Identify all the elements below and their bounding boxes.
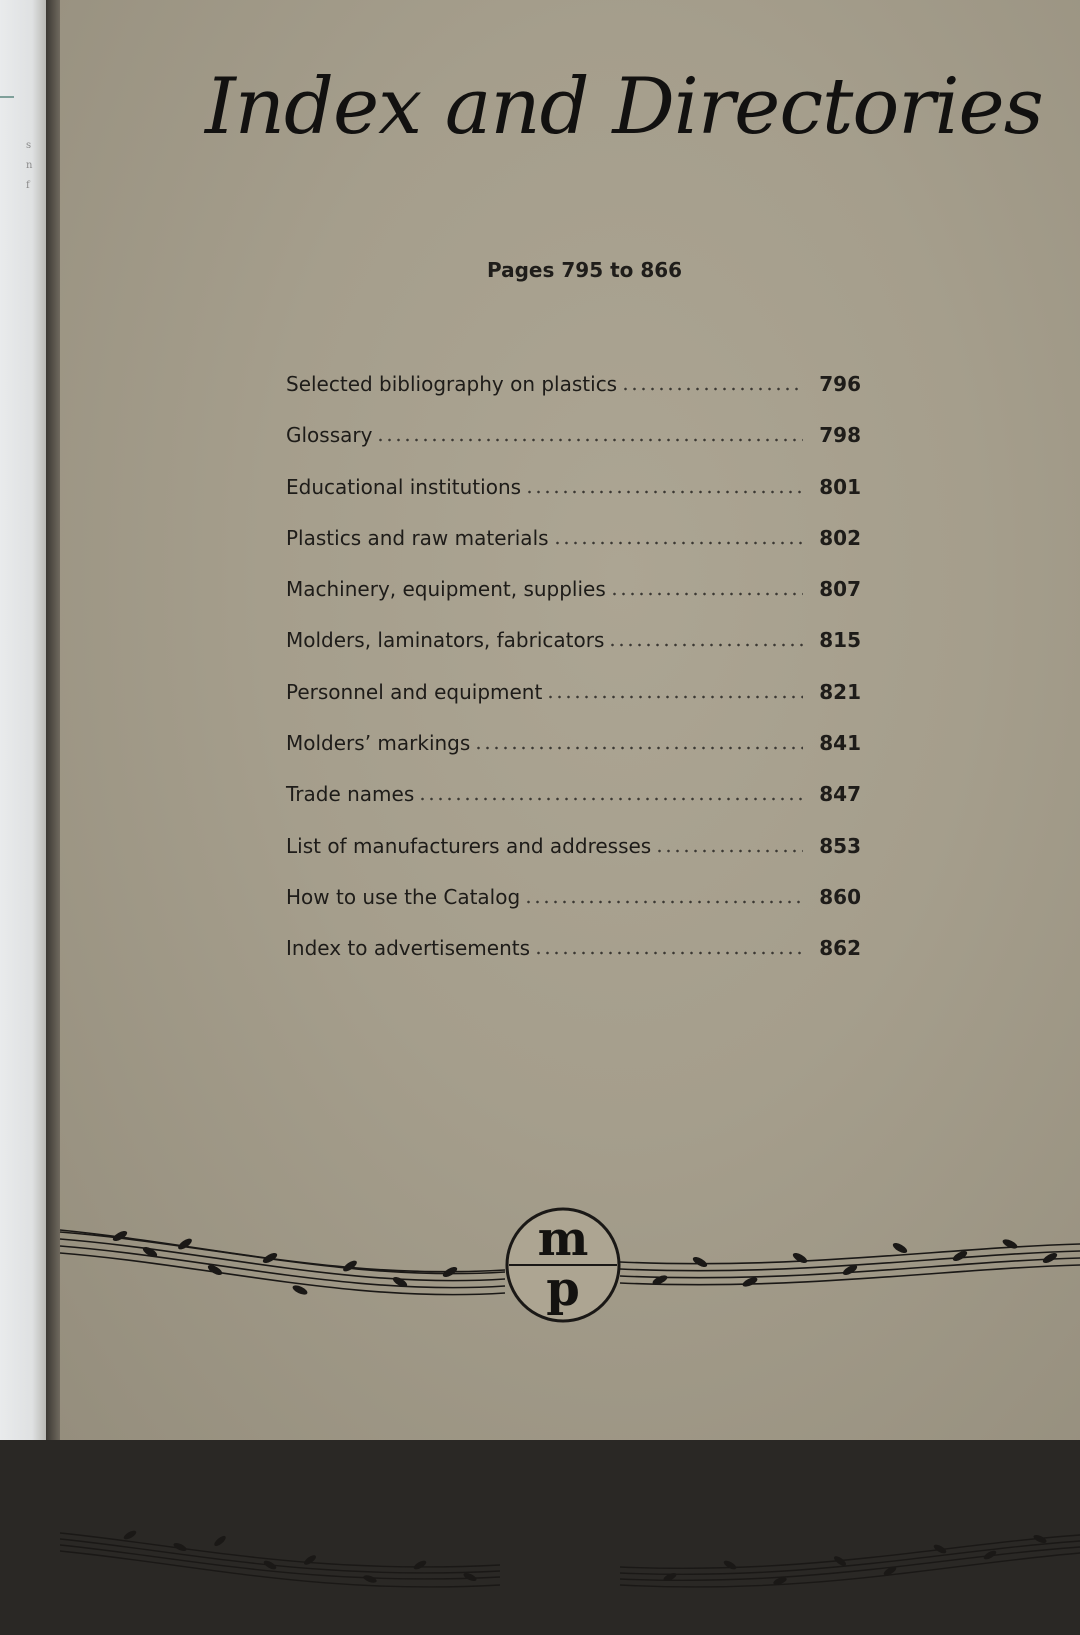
toc-entry-label: List of manufacturers and addresses [286,833,652,858]
toc-entry-page: 821 [819,679,861,704]
toc-entry-label: Trade names [286,782,415,807]
logo-mark: m p [537,1211,589,1317]
vine-left-visible [60,1232,505,1295]
toc-entry-page: 847 [819,782,861,807]
toc-entry-label: How to use the Catalog [286,884,521,909]
toc-entry-page: 853 [819,833,861,858]
toc-entry-page: 802 [819,525,861,550]
toc-entry-page: 815 [819,628,861,653]
toc-entry-label: Educational institutions [286,474,522,499]
toc-entry-page: 796 [819,372,861,396]
toc-entry-page: 801 [819,474,861,499]
toc-entry-page: 798 [819,423,861,448]
toc-entry-label: Machinery, equipment, supplies [286,577,606,602]
vine-ornament [60,1505,1080,1635]
toc-entry-label: Personnel and equipment [286,679,543,704]
page-range-subtitle: Pages 795 to 866 [487,258,683,282]
toc-entry-label: Molders, laminators, fabricators [286,628,605,653]
page-title: Index and Directories [205,62,1043,152]
toc-entry-label: Selected bibliography on plastics [286,372,618,396]
vine-right-visible [620,1244,1080,1285]
adjacent-page-fragment: n [26,160,33,171]
adjacent-page-fragment: f [26,180,30,191]
toc-entry-page: 807 [819,577,861,602]
toc-entry-page: 841 [819,731,861,756]
toc-entry-label: Index to advertisements [286,936,531,961]
toc-entry-label: Glossary [286,423,373,448]
adjacent-page-fragment: s [26,140,32,151]
toc-entry-page: 862 [819,936,861,961]
toc-entry-page: 860 [819,884,861,909]
toc-entry-label: Plastics and raw materials [286,525,549,550]
toc-entry-label: Molders’ markings [286,731,471,756]
